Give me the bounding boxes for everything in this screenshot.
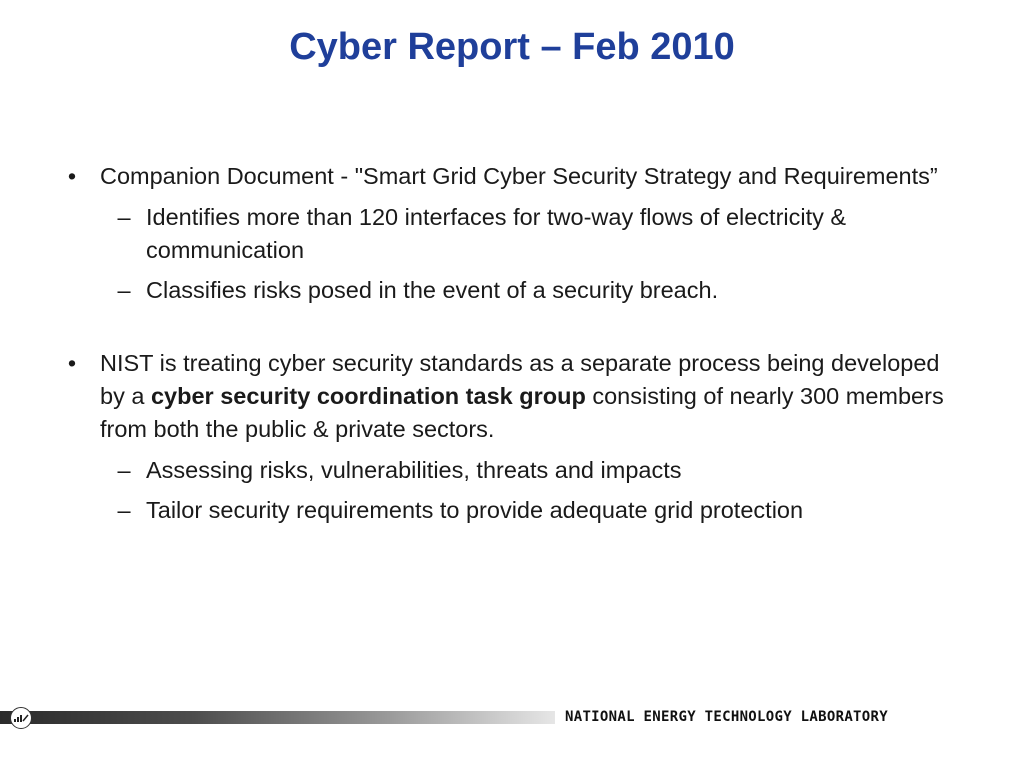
sub-bullet-text: Identifies more than 120 interfaces for two-way flows of electricity & communication: [146, 204, 847, 263]
netl-logo-mark: [13, 713, 29, 723]
sub-bullet-item: [0, 201, 1024, 267]
bullet-mark: •: [67, 350, 77, 376]
sub-bullet-item: [0, 274, 1024, 307]
bullet-item: [0, 160, 1024, 193]
slide-title: Cyber Report – Feb 2010: [289, 26, 735, 68]
bullet-text: Companion Document - "Smart Grid Cyber Security Strategy and Requirements”: [100, 163, 938, 189]
netl-logo-icon: [10, 707, 32, 729]
dash-mark: –: [117, 204, 131, 230]
bullet-item: [0, 347, 1024, 446]
bullet-text-before: NIST is treating cyber security standards as a separate process being developed by a: [100, 350, 940, 409]
slide-body: [0, 160, 1024, 527]
sub-bullet-item: [0, 454, 1024, 487]
dash-mark: –: [117, 457, 131, 483]
dash-mark: –: [117, 497, 131, 523]
sub-bullet-text: Tailor security requirements to provide adequate grid protection: [146, 497, 804, 523]
bullet-mark: •: [67, 163, 77, 189]
spacer: [0, 307, 1024, 347]
bullet-text-bold: cyber security coordination task group: [150, 383, 586, 409]
sub-bullet-item: [0, 494, 1024, 527]
sub-bullet-text: Assessing risks, vulnerabilities, threats and impacts: [146, 457, 682, 483]
footer-organization: NATIONAL ENERGY TECHNOLOGY LABORATORY: [565, 709, 888, 725]
bullet-text-after: consisting of nearly 300 members from both the public & private sectors.: [100, 383, 944, 442]
sub-bullet-text: Classifies risks posed in the event of a security breach.: [146, 277, 719, 303]
footer-bar: [0, 711, 555, 724]
dash-mark: –: [117, 277, 131, 303]
